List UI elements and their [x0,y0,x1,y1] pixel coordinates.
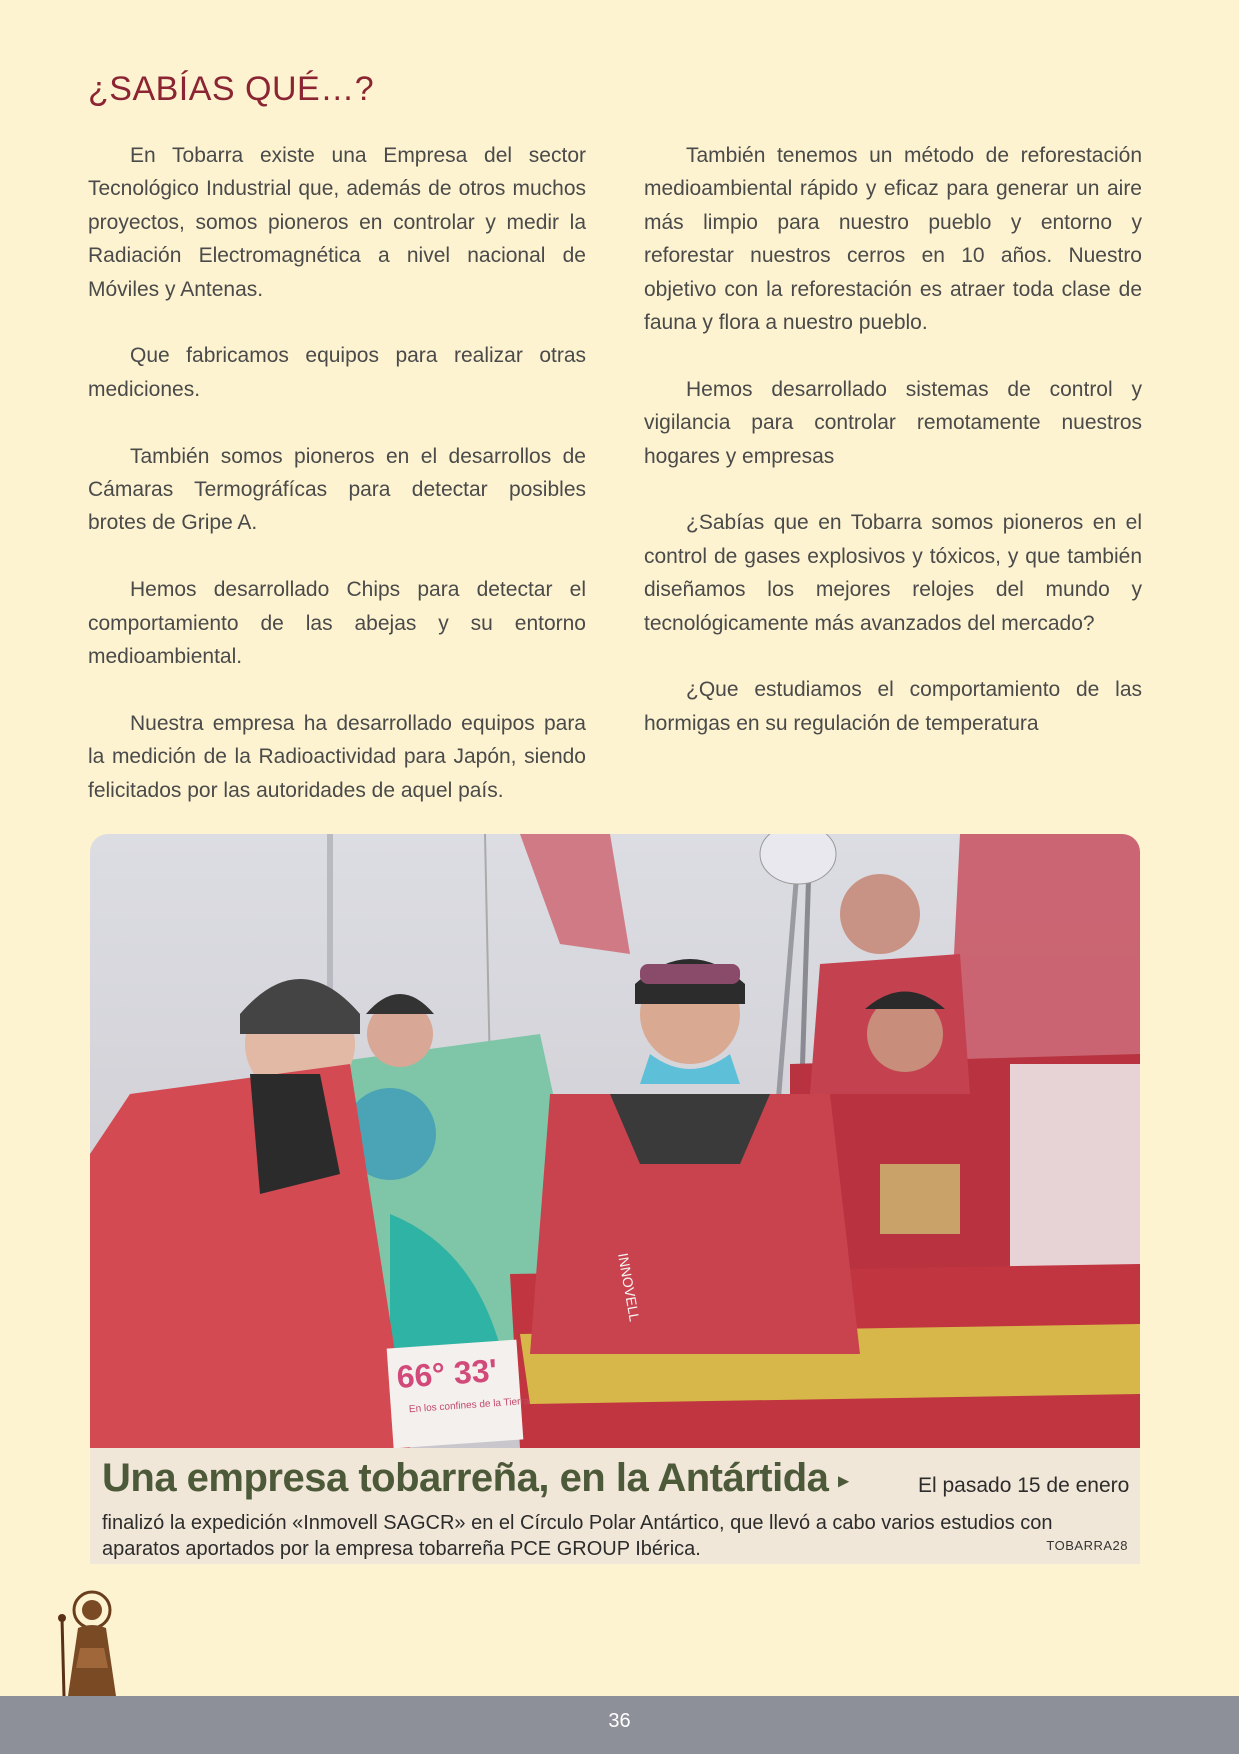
expedition-scene [90,834,1140,1448]
paragraph: Hemos desarrollado Chips para detectar el comportamiento de las abejas y su entorno medioambiental. [88,578,586,669]
page-title: ¿SABÍAS QUÉ…? [88,70,375,108]
photo-credit: TOBARRA28 [1046,1538,1128,1553]
paragraph: También tenemos un método de reforestación medioambiental rápido y eficaz para generar un aire más limpio para nuestro pueblo y entorno y reforestar nuestros cerros en 10 años. Nuestro objetivo con la reforestación es atraer toda clase de fauna y flora a nuestro pueblo. [644,144,1142,335]
paragraph: Que fabricamos equipos para realizar otras mediciones. [88,344,586,401]
sign-subtext: En los confines de la Tierra [408,1395,530,1416]
paragraph: ¿Que estudiamos el comportamiento de las hormigas en su regulación de temperatura [644,678,1142,735]
caption-body: finalizó la expedición «Inmovell SAGCR» en el Círculo Polar Antártico, que llevó a cabo varios estudios con aparatos aportados por la empresa tobarreña PCE GROUP Ibérica. [102,1512,1053,1560]
right-text-column [644,139,1142,740]
paragraph: En Tobarra existe una Empresa del sector Tecnológico Industrial que, además de otros muchos proyectos, somos pioneros en controlar y medir la Radiación Electromagnética a nivel nacional de Móviles y Antenas. [88,144,586,301]
left-text-column [88,139,586,807]
caption-lead: El pasado 15 de enero [918,1474,1130,1497]
newspaper-caption [90,1448,1140,1564]
paragraph: También somos pioneros en el desarrollos de Cámaras Termográfícas para detectar posibles brotes de Gripe A. [88,444,586,535]
arrow-icon: ▸ [838,1469,848,1492]
jacket-text: INNOVELL [615,1251,643,1323]
paragraph: Hemos desarrollado sistemas de control y vigilancia para controlar remotamente nuestros hogares y empresas [644,377,1142,468]
caption-headline [102,1456,848,1501]
sign-text: 66° 33' [395,1352,499,1395]
saint-emblem-icon [50,1588,135,1698]
headline-text: Una empresa tobarreña, en la Antártida [102,1456,829,1500]
page-number: 36 [608,1710,631,1732]
page-footer [0,1696,1239,1754]
expedition-photo [90,834,1140,1564]
paragraph: Nuestra empresa ha desarrollado equipos para la medición de la Radioactividad para Japón, siendo felicitados por las autoridades de aquel país. [88,711,586,802]
paragraph: ¿Sabías que en Tobarra somos pioneros en el control de gases explosivos y tóxicos, y que también diseñamos los mejores relojes del mundo y tecnológicamente más avanzados del mercado? [644,511,1142,635]
